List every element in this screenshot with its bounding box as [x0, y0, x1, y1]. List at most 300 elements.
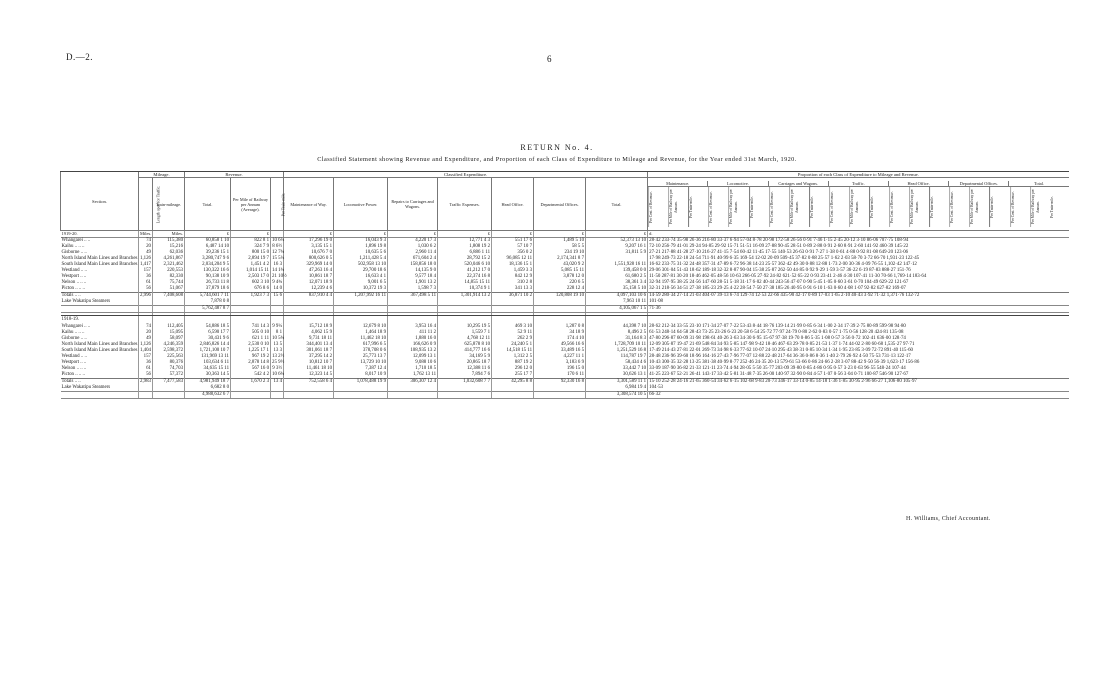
- expenditure-total-header: Total.: [586, 178, 648, 231]
- prop-subcol: Per Mile of Railway per Annum.: [668, 187, 688, 227]
- traffic-cell: 28,792 15 2: [438, 256, 492, 262]
- carr-cell: 411 11 2: [388, 330, 438, 336]
- ptm-cell: 8 6½: [272, 244, 283, 249]
- prop-subcol: Per Cent. of Revenue.: [949, 187, 969, 227]
- exp-total-cell: 31,811 5 9: [586, 250, 648, 256]
- traffic-cell: 10,374 9 1: [438, 286, 492, 293]
- prop-subcol: Per Mile of Railway per Annum.: [969, 187, 989, 227]
- total-cell: 4,988,632 6 7: [185, 392, 231, 399]
- per-mile-cell: 800 15 0: [231, 250, 271, 256]
- prop-subcol: Per Train-mile.: [989, 187, 1009, 227]
- maint-cell: 12,323 14 5: [284, 372, 334, 379]
- carr-cell: £: [388, 231, 438, 238]
- prop-cell: 11·50 287·81 30·20 18·46 462·05 48·56 10·63 266·05 27·92 24·82 621·52 65·22 0·93 23·41 2·46 4·30 107·41 11·30 70·66 1,769·14 183·64: [648, 274, 1069, 280]
- ptm-cell: 15 6: [271, 293, 284, 300]
- train-cell: [153, 316, 185, 325]
- ptm-cell: 16 3: [271, 262, 284, 268]
- train-cell: 15,216: [153, 244, 185, 250]
- ptm-cell: [271, 231, 284, 238]
- exp-total-cell: 139,458 0 0: [586, 268, 648, 274]
- maint-cell: 9,731 18 11: [284, 336, 334, 342]
- train-cell: 7,477,583: [153, 379, 185, 386]
- maint-cell: 10,676 7 0: [284, 250, 334, 256]
- revenue-group-header: Revenue.: [185, 172, 284, 178]
- loco-cell: 1,078,488 19 9: [334, 379, 388, 386]
- traffic-cell: 414,777 16 6: [438, 348, 492, 354]
- exp-total-cell: 9,207 16 1: [586, 244, 648, 250]
- loco-cell: 1,896 19 8: [334, 244, 388, 250]
- proportion-subheaders: [648, 178, 1069, 231]
- maint-cell: 344,401 13 4: [284, 342, 334, 348]
- per-mile-cell: 567 16 0: [231, 366, 271, 372]
- ptm-cell: 10 6¼: [272, 238, 285, 243]
- return-title: RETURN No. 4.: [520, 143, 594, 152]
- exp-total-cell: 35,158 5 10: [586, 286, 648, 293]
- maint-cell: 837,910 4 4: [284, 293, 334, 300]
- exp-total-cell: 44,398 7 10: [586, 324, 648, 330]
- carr-cell: 158,856 18 0: [388, 262, 438, 268]
- carr-cell: 671,604 2 4: [388, 256, 438, 262]
- maintenance-header: Maintenance of Way.: [284, 178, 334, 231]
- train-cell: Miles.: [153, 231, 185, 238]
- total-cell: 6,682 8 0: [185, 385, 231, 392]
- carr-cell: [388, 306, 438, 313]
- exp-total-cell: 31,164 8 3: [586, 336, 648, 342]
- prop-cell: 61·53 248·14 64·58 28·43 73·25 23·26 6·23 20·58 6·54 25·72 77·97 24·79 0·80 2·62 0·83 0·57 1·75 0·56 128·20 424·81 135·08: [648, 330, 1069, 336]
- exp-total-cell: 38,361 3 4: [586, 280, 648, 286]
- miles-cell: 61: [139, 366, 153, 372]
- revenue-total-header: Total.: [185, 178, 231, 231]
- traffic-cell: 6,886 1 11: [438, 250, 492, 256]
- ptm-cell: 13 3: [271, 348, 284, 354]
- head-cell: 24,240 5 1: [492, 342, 534, 348]
- unit-row: [61, 231, 1069, 238]
- carr-cell: 4,220 17 3: [388, 238, 438, 245]
- head-cell: 1,459 3 3: [492, 268, 534, 274]
- prop-cell: 15·10 252·28 24·16 21·65 360·54 34·62 6·15 102·68 9·83 20·73 346·17 33·14 0·85 14·18 1·36 1·85 30·95 2·96 66·27 1,106·80 105·97: [648, 379, 1069, 386]
- maint-cell: 329,969 14 0: [284, 262, 334, 268]
- per-mile-cell: 505 0 10: [231, 330, 271, 336]
- loco-cell: 1,207,992 16 11: [334, 293, 388, 300]
- loco-cell: 1,211,428 5 4: [334, 256, 388, 262]
- dept-cell: 92,330 16 8: [534, 379, 586, 386]
- total-cell: 2,846,826 14 4: [185, 342, 231, 348]
- loco-cell: 378,708 0 6: [334, 348, 388, 354]
- dept-cell: 1,287 0 8: [534, 324, 586, 330]
- loco-cell: 12,679 8 10: [334, 324, 388, 330]
- section-cell: Lake Wakatipu Steamers: [61, 385, 111, 390]
- total-cell: [185, 316, 231, 325]
- total-cell: 60,858 1 10: [185, 238, 231, 245]
- section-cell: [61, 392, 139, 399]
- ptm-cell: 9 4¾: [272, 280, 283, 285]
- per-mile-cell: 2,503 17 0: [231, 274, 271, 280]
- section-cell: Picton .. .. ..: [61, 286, 86, 291]
- total-cell: 4,981,949 18 7: [185, 379, 231, 386]
- carr-cell: [388, 392, 438, 399]
- section-cell: Kaihu .. .. ..: [61, 244, 85, 249]
- prop-cell: 32·94 197·95 38·25 24·56 147·60 28·51 5·18 31·17 6·02 40·44 243·56 47·07 0·90 5·45 1·05 0·60 3·61 0·70 104·49 629·22 121·67: [648, 280, 1069, 286]
- dept-cell: 58 5 5: [534, 244, 586, 250]
- exp-total-cell: 1,551,928 16 11: [586, 262, 648, 268]
- dept-cell: 5,085 15 11: [534, 268, 586, 274]
- carr-cell: 166,626 0 9: [388, 342, 438, 348]
- section-cell: Gisborne .. ..: [61, 336, 87, 341]
- classified-statement-table: [60, 171, 1068, 531]
- miles-cell: 2,996: [140, 293, 152, 298]
- train-cell: [153, 392, 185, 399]
- traffic-cell: 20,865 18 7: [438, 360, 492, 366]
- prop-cell: 28·62 212·34 33·55 23·10 171·34 27·07 7·22 53·43 8·44 18·76 139·14 21·99 0·85 6·34 1·00 2·34 17·39 2·75 80·89 599·98 94·80: [648, 324, 1069, 330]
- loco-cell: 25,773 13 7: [334, 354, 388, 360]
- train-cell: 220,553: [153, 268, 185, 274]
- exp-total-cell: 6,984 19 4: [586, 385, 648, 392]
- exp-total-cell: 3,301,589 11 1: [586, 379, 648, 386]
- total-cell: 6,487 14 10: [185, 244, 231, 250]
- length-open-header: Length open for Traffic.: [139, 178, 153, 231]
- per-mile-cell: 2,530 0 10: [231, 342, 271, 348]
- ptm-cell: 25 9½: [272, 360, 285, 365]
- dept-cell: 174 4 10: [534, 336, 586, 342]
- dept-cell: [534, 392, 586, 399]
- section-cell: Totals .. ..: [61, 293, 139, 300]
- miles-cell: 49: [139, 336, 153, 342]
- per-mile-cell: 324 7 9: [231, 244, 271, 250]
- section-cell: Gisborne .. ..: [61, 250, 87, 255]
- dept-cell: 220 6 5: [534, 280, 586, 286]
- train-cell: 75,744: [153, 280, 185, 286]
- loco-cell: [334, 316, 388, 325]
- exp-total-cell: 61,680 2 5: [586, 274, 648, 280]
- per-mile-cell: [231, 306, 271, 313]
- miles-cell: [139, 316, 153, 325]
- ptm-cell: 12 7¾: [272, 250, 285, 255]
- ptm-cell: [271, 392, 284, 399]
- total-cell: 6,590 17 7: [185, 330, 231, 336]
- carr-cell: 306,307 12 4: [388, 379, 438, 386]
- head-cell: [492, 392, 534, 399]
- miles-cell: 74: [139, 238, 153, 245]
- page-number: 6: [547, 54, 552, 64]
- proportion-group-header: Proportion of each Class of Expenditure to Mileage and Revenue.: [648, 172, 1069, 178]
- exp-total-cell: 4,105,067 1 5: [586, 306, 648, 313]
- section-cell: Westport .. ..: [61, 360, 87, 365]
- revenue-per-mile-header: Per Mile of Railway per Annum (Average).: [231, 178, 271, 231]
- locomotive-header: Locomotive Power.: [334, 178, 388, 231]
- prop-cell: 12·09 305·87 19·47 21·69 548·84 34·93 5·85 147·98 9·42 18·46 467·63 29·78 0·85 21·53 1·37 1·74 44·02 2·80 60·68 1,535·27 97·71: [648, 342, 1069, 348]
- prop-subcol: Per Cent. of Revenue.: [769, 187, 789, 227]
- total-cell: 37,879 18 6: [185, 286, 231, 293]
- miles-cell: 20: [139, 330, 153, 336]
- traffic-cell: [438, 392, 492, 399]
- section-cell: North Island Main Lines and Branches: [61, 342, 138, 347]
- train-cell: [153, 306, 185, 313]
- ptm-cell: [271, 306, 284, 313]
- total-cell: 90,138 10 9: [185, 274, 231, 280]
- prop-subcol: Per Cent. of Revenue.: [829, 187, 849, 227]
- loco-cell: 9,001 6 5: [334, 280, 388, 286]
- carr-cell: 9,088 10 6: [388, 360, 438, 366]
- total-cell: 30,363 14 5: [185, 372, 231, 379]
- prop-cell: 33·09 187·90 36·82 21·33 121·11 23·74 4·94 28·05 5·50 35·77 203·09 39·80 0·85 4·86 0·95 0·57 3·23 0·63 96·55 548·24 107·44: [648, 366, 1069, 372]
- loco-cell: 8,017 10 9: [334, 372, 388, 379]
- train-cell: 58,097: [153, 336, 185, 342]
- head-cell: £: [492, 231, 534, 238]
- per-mile-cell: 1,451 4 2: [231, 262, 271, 268]
- prop-class-head-office: Head Office.: [889, 181, 949, 186]
- exp-total-cell: 3,308,574 10 5: [586, 392, 648, 399]
- miles-cell: 1,417: [140, 262, 152, 267]
- exp-total-cell: 33,442 7 10: [586, 366, 648, 372]
- miles-cell: 36: [139, 274, 153, 280]
- revenue-per-train-mile-header: Per Train-mile.: [271, 178, 284, 231]
- prop-cell: 72·10 256·79 41·01 29·24 94·85 29·92 15·71 51·51 16·09 27·88 90·45 28·51 0·89 2·88 0·91 2·60 8·91 2·60 141·92 460·39 145·22: [648, 244, 1069, 250]
- prop-cell: 28·42 233·74 35·98 26·36 216·80 33·37 6·94 57·04 8·78 20·98 172·58 26·56 0·91 7·46 1·15 2·45 20·12 3·10 86·06 707·75 108·94: [648, 238, 1069, 245]
- miles-cell: 49: [139, 250, 153, 256]
- loco-cell: 502,958 13 10: [334, 262, 388, 268]
- carr-cell: [388, 316, 438, 325]
- prop-subcol: Per Cent. of Revenue.: [889, 187, 909, 227]
- exp-total-cell: [586, 316, 648, 325]
- per-mile-cell: 1,670 2 3: [231, 379, 271, 386]
- maint-cell: 301,061 18 7: [284, 348, 334, 354]
- miles-cell: [139, 306, 153, 313]
- prop-cell: 104·53: [648, 385, 1069, 392]
- prop-class-carriages: Carriages and Wagons.: [769, 181, 829, 186]
- loco-cell: 10,635 5 6: [334, 250, 388, 256]
- exp-total-cell: 8,496 2 5: [586, 330, 648, 336]
- head-cell: 296 12 0: [492, 366, 534, 372]
- dept-cell: 33,489 16 5: [534, 348, 586, 354]
- maint-cell: £: [284, 231, 334, 238]
- section-cell: Nelson .. .. ..: [61, 280, 87, 285]
- train-cell: 82,330: [153, 274, 185, 280]
- year-heading-row: [61, 316, 1069, 325]
- maint-cell: [284, 306, 334, 313]
- traffic-cell: 22,374 16 8: [438, 274, 492, 280]
- prop-cell: 47·80 296·87 60·09 31·98 198·61 40·26 3·63 34·30 6·95 15·67 97·38 19·70 0·86 5·35 1·08 0·57 3·56 0·72 102·41 636·00 128·74: [648, 336, 1069, 342]
- table-body: [61, 231, 1069, 399]
- train-cell: 80,376: [153, 360, 185, 366]
- section-cell: South Island Main Lines and Branches: [61, 348, 138, 353]
- prop-subcol: Per Train-mile.: [749, 187, 769, 227]
- per-mile-cell: 2,894 19 7: [231, 256, 271, 262]
- loco-cell: 29,700 18 6: [334, 268, 388, 274]
- train-mileage-header: Train-mileage.: [153, 178, 185, 231]
- train-cell: 2,598,372: [153, 348, 185, 354]
- miles-cell: [139, 392, 153, 399]
- maint-cell: 3,135 15 1: [284, 244, 334, 250]
- carr-cell: 1,762 13 11: [388, 372, 438, 379]
- miles-cell: 20: [139, 244, 153, 250]
- ptm-cell: 13 5: [271, 342, 284, 348]
- ptm-cell: 8 1: [271, 330, 284, 336]
- prop-subcol-row: [648, 186, 1069, 227]
- head-cell: 18,136 15 1: [492, 262, 534, 268]
- prop-cell: 32·31 218·56 34·51 27·38 185·23 29·25 4·22 28·54 7·50 27·38 185·26 40·95 0·91 6·10 1·63 0·60 4·08 1·07 92·82 627·82 169·07: [648, 286, 1069, 293]
- total-cell: 26,733 11 8: [185, 280, 231, 286]
- traffic-cell: 1,808 19 2: [438, 244, 492, 250]
- prop-class-departmental: Departmental Offices.: [949, 181, 1009, 186]
- maint-cell: 10,861 18 7: [284, 274, 334, 280]
- exp-total-cell: 52,373 13 10: [586, 238, 648, 245]
- prop-class-locomotive: Locomotive.: [708, 181, 768, 186]
- train-cell: 74,703: [153, 366, 185, 372]
- head-cell: 96,085 12 11: [492, 256, 534, 262]
- miles-cell: 56: [139, 286, 153, 293]
- per-mile-cell: 1,225 17 1: [231, 348, 271, 354]
- head-cell: [492, 306, 534, 313]
- per-mile-cell: 1,923 7 3: [231, 293, 271, 300]
- prop-cell: 16·62 233·75 31·32 24·48 357·31 47·89 6·72 96·38 14·23 25·57 362·42 49·30 0·88 12·88 1·73 2·00 30·36 4·09 76·55 1,102·42 147·12: [648, 262, 1069, 268]
- per-mile-cell: £: [231, 231, 271, 238]
- prop-subcol: Per Train-mile.: [809, 187, 829, 227]
- departmental-header: Departmental Offices.: [534, 178, 586, 231]
- traffic-cell: 625,878 8 10: [438, 342, 492, 348]
- head-cell: 1,312 2 5: [492, 354, 534, 360]
- dept-cell: [534, 316, 586, 325]
- per-mile-cell: 741 14 3: [231, 324, 271, 330]
- maint-cell: 752,558 6 4: [284, 379, 334, 386]
- total-cell: 5,744,601 7 11: [185, 293, 231, 300]
- maint-cell: 15,712 18 9: [284, 324, 334, 330]
- head-cell: 52 9 11: [492, 330, 534, 336]
- prop-subcol: Per Train-mile.: [869, 187, 889, 227]
- total-cell: 34,635 15 11: [185, 366, 231, 372]
- traffic-cell: 34,169 5 9: [438, 354, 492, 360]
- loco-cell: [334, 392, 388, 399]
- total-cell: 30,431 9 6: [185, 336, 231, 342]
- ptm-cell: 10 6¾: [272, 372, 285, 377]
- maint-cell: 11,461 18 10: [284, 366, 334, 372]
- loco-cell: [334, 306, 388, 313]
- prop-subcol: Per Cent. of Revenue.: [1010, 187, 1030, 227]
- maint-cell: 12,071 18 9: [284, 280, 334, 286]
- ptm-cell: 21 10½: [272, 274, 287, 279]
- traffic-cell: 1,032,608 7 7: [438, 379, 492, 386]
- miles-cell: Miles.: [140, 231, 152, 236]
- head-cell: [492, 316, 534, 325]
- carr-cell: 108,935 13 2: [388, 348, 438, 354]
- carr-cell: 1,598 7 3: [388, 286, 438, 293]
- per-mile-cell: 822 8 1: [231, 238, 271, 245]
- carr-cell: 2,960 11 4: [388, 250, 438, 256]
- traffic-cell: 12,771 4 3: [438, 238, 492, 245]
- head-cell: 255 17 7: [492, 372, 534, 379]
- section-cell: Westland .. ..: [61, 268, 87, 273]
- carriages-header: Repairs to Carriages and Wagons.: [388, 178, 438, 231]
- train-cell: 4,246,359: [153, 342, 185, 348]
- head-office-header: Head Office.: [492, 178, 534, 231]
- carr-cell: 367,498 5 11: [388, 293, 438, 300]
- section-reference: D.—2.: [66, 52, 93, 62]
- prop-cell: 10·43 300·35 32·28 13·25 381·38 40·99 8·77 252·46 24·35 20·13 579·61 53·66 0·86 24·66 2·28 3·07 88·42 9·50 56·39 1,623·17 156·86: [648, 360, 1069, 366]
- grand-total-row: [61, 392, 1069, 399]
- ptm-cell: 15 5¼: [272, 256, 285, 261]
- carr-cell: 14,135 9 0: [388, 268, 438, 274]
- dept-cell: 49,566 16 6: [534, 342, 586, 348]
- traffic-cell: 10,295 19 5: [438, 324, 492, 330]
- ptm-cell: [271, 316, 284, 325]
- carr-cell: 1,901 13 2: [388, 280, 438, 286]
- prop-subcol: Per Train-mile.: [1049, 196, 1054, 218]
- carr-cell: 1,710 18 5: [388, 366, 438, 372]
- accountant-signature: H. Williams, Chief Accountant.: [906, 516, 991, 522]
- traffic-cell: 1,301,914 13 2: [438, 293, 492, 300]
- ptm-cell: 14 1¾: [272, 268, 285, 273]
- miles-cell: 1,404: [140, 348, 152, 353]
- dept-cell: 3,183 6 9: [534, 360, 586, 366]
- dept-cell: £: [534, 231, 586, 238]
- section-cell: Whangarei .. ..: [61, 324, 91, 329]
- traffic-cell: [438, 316, 492, 325]
- head-cell: 469 3 10: [492, 324, 534, 330]
- per-mile-cell: 542 4 2: [231, 372, 271, 379]
- prop-subcol: Per Cent. of Revenue.: [708, 187, 728, 227]
- traffic-cell: 520,046 6 10: [438, 262, 492, 268]
- per-mile-cell: 1,014 15 11: [231, 268, 271, 274]
- head-cell: 887 19 2: [492, 360, 534, 366]
- head-cell: 356 0 2: [492, 250, 534, 256]
- prop-cell: 17·49 214·43 27·81 22·01 269·73 34·98 6·33 77·62 10·07 24·10 295·43 38·31 0·85 10·34 1·34 1·95 23·85 3·09 72·72 891·40 115·60: [648, 348, 1069, 354]
- prop-cell: 71·36: [648, 306, 1069, 313]
- section-cell: Picton .. .. ..: [61, 372, 86, 377]
- miles-cell: 1,126: [140, 342, 152, 347]
- exp-total-cell: 1,728,709 10 11: [586, 342, 648, 348]
- dept-cell: 196 15 0: [534, 366, 586, 372]
- miles-cell: 36: [139, 360, 153, 366]
- total-cell: 2,034,204 9 5: [185, 262, 231, 268]
- maint-cell: 800,626 0 5: [284, 256, 334, 262]
- dept-cell: 4,227 11 1: [534, 354, 586, 360]
- prop-class-traffic: Traffic.: [829, 181, 889, 186]
- traffic-cell: 41,212 17 0: [438, 268, 492, 274]
- total-cell: 5,762,487 8 7: [185, 306, 231, 313]
- train-cell: 62,036: [153, 250, 185, 256]
- train-cell: 115,380: [153, 238, 185, 245]
- train-cell: 7,408,608: [153, 293, 185, 300]
- loco-cell: 7,387 12 4: [334, 366, 388, 372]
- per-mile-cell: 621 1 11: [231, 336, 271, 342]
- prop-subcol: Per Mile of Railway per Annum.: [1030, 187, 1050, 227]
- prop-cell: 17·98 249·73 22·18 24·54 711·91 40·99 6·35 169·54 12·02 20·09 509·45 37·82 0·88 25·57 1·62 2·03 58·70 3·72 66·70 1,931·23 122·45: [648, 256, 1069, 262]
- head-cell: 842 12 9: [492, 274, 534, 280]
- traffic-cell: [438, 306, 492, 313]
- dept-cell: 170 6 11: [534, 372, 586, 379]
- miles-cell: 61: [139, 280, 153, 286]
- exp-total-cell: 58,434 4 6: [586, 360, 648, 366]
- loco-cell: 13,729 10 10: [334, 360, 388, 366]
- dept-cell: 1,489 5 10: [534, 238, 586, 245]
- mileage-group-header: Mileage.: [139, 172, 185, 178]
- total-cell: £: [185, 231, 231, 238]
- section-cell: Westland .. ..: [61, 354, 87, 359]
- loco-cell: 11,462 18 10: [334, 336, 388, 342]
- head-cell: 36,871 10 2: [492, 293, 534, 300]
- maint-cell: 17,296 19 0: [284, 238, 334, 245]
- ptm-cell: 9 9¼: [272, 324, 283, 329]
- loco-cell: 16,633 4 1: [334, 274, 388, 280]
- traffic-cell: 14,855 15 11: [438, 280, 492, 286]
- carr-cell: 1,880 16 0: [388, 336, 438, 342]
- traffic-header: Traffic Expenses.: [438, 178, 492, 231]
- per-mile-cell: [231, 392, 271, 399]
- dept-cell: 120,808 19 10: [534, 293, 586, 300]
- prop-cell: 66·32: [648, 392, 1069, 399]
- section-cell: Westport .. ..: [61, 274, 87, 279]
- head-cell: 310 2 8: [492, 280, 534, 286]
- exp-total-cell: 4,097,103 10 6: [586, 293, 648, 300]
